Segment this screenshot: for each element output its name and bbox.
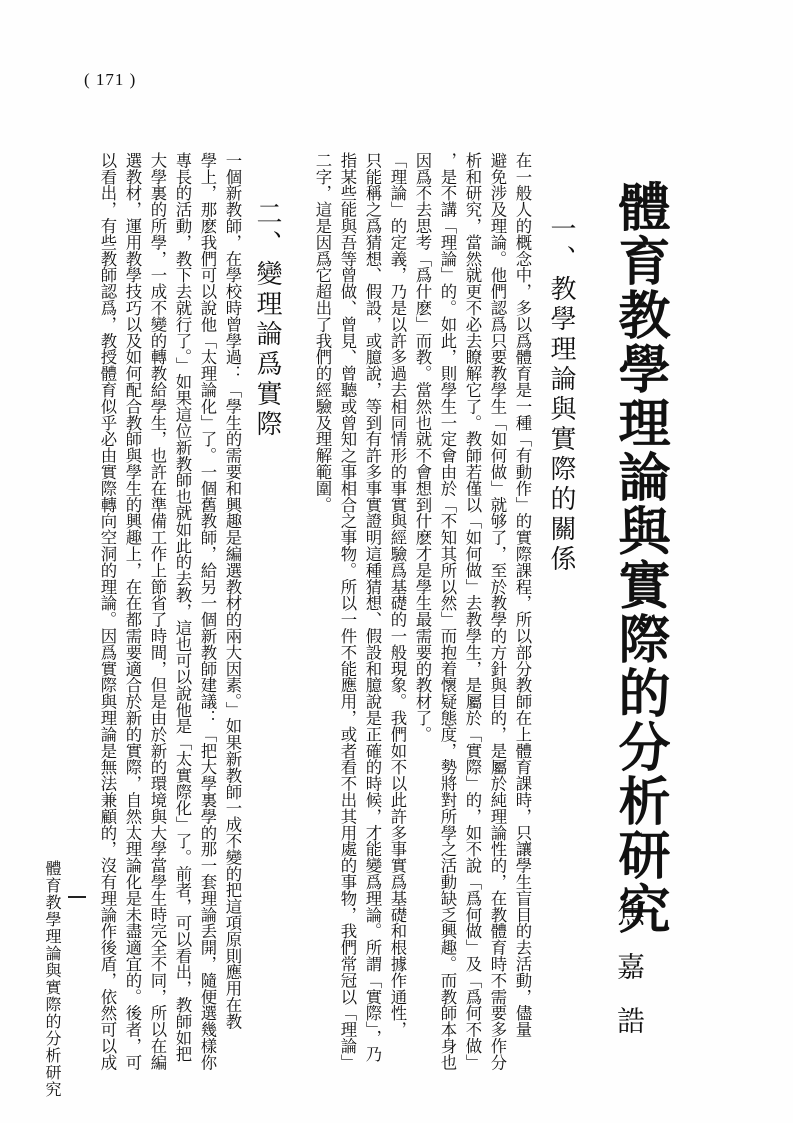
body-line: 「理論」的定義，乃是以許多過去相同情形的事實與經驗爲基礎的一般現象。我們如不以此許多事實爲基礎和根據作通性，	[388, 152, 407, 1038]
body-line: 在一般人的概念中，多以爲體育是一種「有動作」的實際課程，所以部分教師在上體育課時，只讓學生盲目的去活動，儘量	[513, 152, 532, 1038]
section-heading-1: 一、教學理論與實際的關係	[546, 215, 576, 575]
page-number: ( 171 )	[84, 70, 137, 89]
body-line: 專長的活動，教下去就行了。」如果這位新教師也就如此的去教，這也可以說他是「太實際化」了。前者，可以看出，教師如把	[173, 152, 192, 1063]
running-header-text: 體育教學理論與實際的分析研究	[43, 860, 62, 1098]
body-line: 指某些能與吾等曾做、曾見、曾聽或曾知之事相合之事物。所以一件不能應用，或者看不出其用處的事物，我們常冠以「理論」	[338, 152, 357, 1071]
body-line: 因爲不去思考「爲什麽」而教。當然也就不會想到什麽才是學生最需要的教材了。	[413, 152, 432, 743]
body-line: 選教材，運用教學技巧以及如何配合教師與學生的興趣上，在在都需要適合於新的實際，自然太理論化是未盡適宜的。後者，可	[123, 152, 142, 1071]
article-title: 體育教學理論與實際的分析研究	[609, 180, 670, 936]
body-line: 只能稱之爲猜想、假設，或臆說，等到有許多事實證明這種猜想、假設和臆說是正確的時候，才能變爲理論。所謂「實際」，乃	[363, 152, 382, 1063]
running-header	[30, 860, 70, 1098]
body-line: 二字，這是因爲它超出了我們的經驗及理解範圍。	[313, 152, 332, 513]
author-name: 焦嘉誥	[613, 898, 646, 1060]
body-line: 一個新教師，在學校時曾學過：「學生的需要和興趣是編選教材的兩大因素。」如果新教師一成不變的把這項原則應用在教	[223, 152, 242, 1030]
body-line: 避免涉及理論。他們認爲只要教學生「如何做」就够了，至於教學的方針與目的，是屬於純理論性的，在教體育時不需要多作分	[488, 152, 507, 1071]
body-line: 以看出，有些教師認爲，教授體育似乎必由實際轉向空洞的理論。因爲實際與理論是無法兼顧的，沒有理論作後盾，依然可以成	[98, 152, 117, 1071]
section-heading-2: 二、變理論爲實際	[252, 200, 282, 440]
body-line: 學上，那麽我們可以說他「太理論化」了。一個舊教師，給另一個新教師建議：「把大學裏學的那一套理論丢開，隨便選幾樣你	[198, 152, 217, 1071]
footer-mark	[68, 896, 86, 898]
body-line: ，是不講「理論」的。如此，則學生一定會由於「不知其所以然」而抱着懷疑態度，勢將對所學之活動缺乏興趣。而教師本身也	[438, 152, 457, 1071]
body-line: 析和研究，當然就更不必去瞭解它了。教師若僅以「如何做」去教學生，是屬於「實際」的，如不說「爲何做」及「爲何不做」	[463, 152, 482, 1071]
body-line: 大學裏的所學，一成不變的轉教給學生，也許在準備工作上節省了時間，但是由於新的環境與大學當學生時完全不同，所以在編	[148, 152, 167, 1071]
